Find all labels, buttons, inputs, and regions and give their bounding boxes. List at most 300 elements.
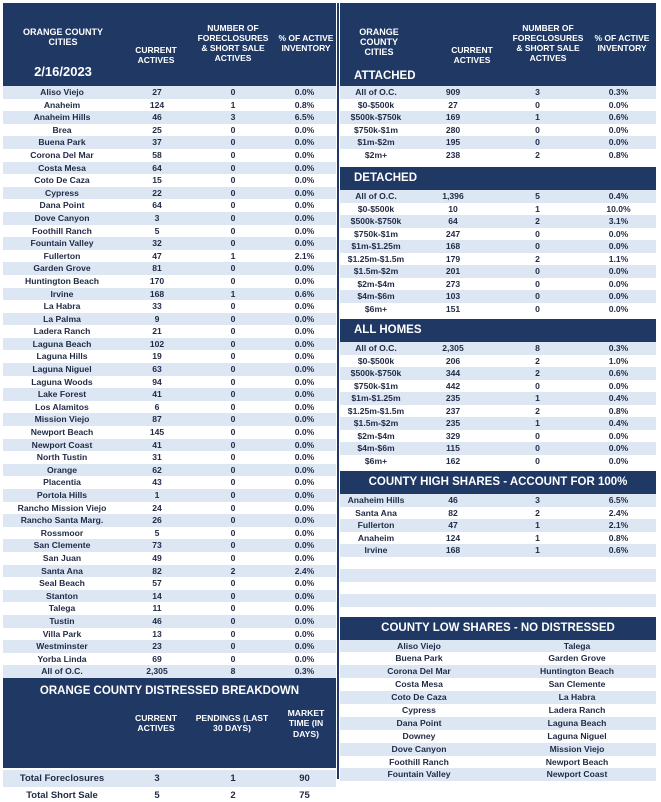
pct-inventory: 0.0% <box>294 87 315 97</box>
city-row <box>3 199 336 212</box>
pct-inventory: 0.0% <box>294 414 315 425</box>
city-row <box>3 628 336 641</box>
seg-col-pct: % OF ACTIVE INVENTORY <box>594 33 650 53</box>
breakdown-table <box>3 768 336 802</box>
city-row <box>3 275 336 288</box>
distressed-count: 2 <box>535 149 540 160</box>
city-row <box>3 413 336 426</box>
city-name: Cypress <box>45 187 79 198</box>
distressed-count: 0 <box>230 326 236 337</box>
city-name: Irvine <box>364 545 388 555</box>
distressed-count: 0 <box>230 313 236 324</box>
city-name: Fountain Valley <box>30 238 94 249</box>
city-row <box>3 124 336 137</box>
pct-inventory: 0.3% <box>608 87 629 97</box>
current-actives: 6 <box>154 401 160 412</box>
all-homes-row <box>340 380 656 393</box>
current-actives: 41 <box>152 389 162 400</box>
pct-inventory: 0.0% <box>294 490 315 500</box>
all-homes-row <box>340 392 656 405</box>
city-row <box>3 225 336 238</box>
low-share-row <box>340 640 656 653</box>
segment-name: $6m+ <box>364 455 388 466</box>
low-share-city-right: Newport Beach <box>545 756 609 767</box>
distressed-count: 0 <box>230 628 236 639</box>
pct-inventory: 0.6% <box>608 112 629 122</box>
pct-inventory: 0.0% <box>294 275 315 286</box>
current-actives: 82 <box>152 565 162 576</box>
high-shares-table <box>340 494 656 557</box>
low-share-city-left: Dove Canyon <box>391 743 447 754</box>
distressed-count: 0 <box>230 238 236 249</box>
current-actives: 57 <box>152 578 162 589</box>
low-share-row <box>340 756 656 769</box>
distressed-count: 0 <box>230 515 236 526</box>
distressed-count: 0 <box>230 552 236 563</box>
distressed-count: 0 <box>230 275 236 286</box>
current-actives: 442 <box>445 380 461 391</box>
current-actives: 170 <box>149 275 165 286</box>
segments-panel <box>340 3 656 781</box>
breakdown-title: ORANGE COUNTY DISTRESSED BREAKDOWN <box>39 684 300 697</box>
city-name: Laguna Woods <box>31 376 93 387</box>
breakdown-pendings: 1 <box>230 772 236 784</box>
distressed-count: 1 <box>535 418 540 428</box>
city-row <box>3 162 336 175</box>
low-share-row <box>340 678 656 691</box>
city-row <box>3 250 336 263</box>
attached-row <box>340 136 656 149</box>
city-row <box>3 111 336 124</box>
low-share-city-right: Newport Coast <box>546 769 608 780</box>
city-row <box>3 426 336 439</box>
current-actives: 32 <box>152 238 162 249</box>
city-row <box>3 237 336 250</box>
current-actives: 15 <box>152 175 162 186</box>
pct-inventory: 3.1% <box>608 216 629 226</box>
cities-header <box>3 3 336 86</box>
low-share-city-left: Downey <box>402 730 436 741</box>
all-homes-row <box>340 405 656 418</box>
distressed-count: 0 <box>230 641 236 652</box>
cities-panel <box>3 3 336 802</box>
current-actives: 1,396 <box>442 191 464 201</box>
distressed-count: 0 <box>535 137 540 147</box>
detached-row <box>340 228 656 241</box>
current-actives: 179 <box>445 253 461 264</box>
breakdown-label: Total Short Sale <box>26 789 98 801</box>
distressed-count: 0 <box>230 590 236 601</box>
low-share-city-right: Laguna Niguel <box>547 730 607 741</box>
distressed-count: 0 <box>230 540 236 551</box>
pct-inventory: 0.0% <box>608 278 629 289</box>
city-name: Anaheim <box>357 532 395 543</box>
pct-inventory: 0.8% <box>608 405 629 416</box>
distressed-count: 0 <box>230 175 236 186</box>
pct-inventory: 0.0% <box>294 477 315 488</box>
distressed-count: 0 <box>230 149 236 160</box>
distressed-count: 0 <box>230 351 236 362</box>
city-row <box>3 615 336 628</box>
pct-inventory: 0.0% <box>294 326 315 337</box>
low-share-city-left: Foothill Ranch <box>389 756 449 767</box>
pct-inventory: 0.0% <box>608 455 629 466</box>
distressed-count: 0 <box>535 455 540 466</box>
distressed-count: 0 <box>535 278 540 289</box>
current-actives: 46 <box>152 615 162 626</box>
current-actives: 64 <box>152 200 162 211</box>
all-homes-row <box>340 417 656 430</box>
breakdown-market-time: 90 <box>299 772 310 784</box>
distressed-count: 0 <box>535 303 540 314</box>
distressed-count: 0 <box>230 162 236 173</box>
current-actives: 168 <box>445 545 461 555</box>
current-actives: 124 <box>149 99 165 110</box>
distressed-count: 0 <box>230 124 236 135</box>
cities-table <box>3 86 336 678</box>
current-actives: 195 <box>445 137 461 147</box>
low-share-city-left: Costa Mesa <box>395 679 443 690</box>
city-name: Tustin <box>49 615 75 626</box>
distressed-count: 0 <box>230 301 236 312</box>
pct-inventory: 0.0% <box>608 124 629 135</box>
segment-name: $1m-$1.25m <box>351 393 401 403</box>
pct-inventory: 0.6% <box>294 288 315 299</box>
distressed-count: 0 <box>230 477 236 488</box>
current-actives: 235 <box>445 393 461 403</box>
distressed-count: 2 <box>535 507 540 518</box>
low-share-city-left: Cypress <box>402 704 436 715</box>
breakdown-label: Total Foreclosures <box>19 772 105 784</box>
pct-inventory: 0.0% <box>294 439 315 450</box>
current-actives: 22 <box>152 187 162 198</box>
pct-inventory: 0.4% <box>608 418 629 428</box>
pct-inventory: 0.0% <box>294 212 315 223</box>
attached-row <box>340 111 656 124</box>
pct-inventory: 0.0% <box>294 364 315 375</box>
segment-name: $1.25m-$1.5m <box>347 253 405 264</box>
city-row <box>3 653 336 666</box>
city-row <box>3 174 336 187</box>
distressed-count: 1 <box>230 250 236 261</box>
current-actives: 238 <box>445 149 461 160</box>
city-name: Mission Viejo <box>34 414 90 425</box>
segment-name: $1m-$1.25m <box>351 241 401 251</box>
breakdown-header <box>3 678 336 768</box>
city-row <box>3 401 336 414</box>
city-row <box>3 212 336 225</box>
city-row <box>3 476 336 489</box>
distressed-count: 0 <box>230 212 236 223</box>
city-name: Brea <box>52 124 72 135</box>
segment-name: $0-$500k <box>357 99 395 110</box>
bd-col-actives: CURRENT ACTIVES <box>134 712 177 734</box>
detached-row <box>340 265 656 278</box>
distressed-count: 1 <box>535 393 540 403</box>
city-row <box>3 640 336 653</box>
current-actives: 47 <box>152 250 162 261</box>
city-row <box>3 527 336 540</box>
seg-col-distressed: NUMBER OF FORECLOSURES & SHORT SALE ACTIVES <box>512 23 584 63</box>
city-name: North Tustin <box>36 452 88 463</box>
distressed-count: 8 <box>535 343 540 353</box>
current-actives: 82 <box>448 507 458 518</box>
pct-inventory: 0.0% <box>294 162 315 173</box>
distressed-count: 0 <box>230 338 236 349</box>
current-actives: 115 <box>446 443 460 453</box>
pct-inventory: 0.8% <box>294 99 315 110</box>
current-actives: 37 <box>152 137 162 148</box>
current-actives: 162 <box>445 455 461 466</box>
city-name: Anaheim Hills <box>33 112 91 123</box>
distressed-count: 0 <box>535 430 540 441</box>
distressed-count: 8 <box>230 666 236 677</box>
all-homes-row <box>340 342 656 355</box>
city-name: Costa Mesa <box>38 162 86 173</box>
current-actives: 206 <box>445 355 461 366</box>
all-homes-row <box>340 355 656 368</box>
segment-name: $750k-$1m <box>354 380 398 391</box>
distressed-count: 2 <box>230 565 236 576</box>
current-actives: 2,305 <box>146 666 168 677</box>
bd-col-pendings: PENDINGS (LAST 30 DAYS) <box>195 712 269 734</box>
low-share-city-right: Talega <box>563 640 591 651</box>
distressed-count: 0 <box>230 527 236 538</box>
city-row <box>3 149 336 162</box>
distressed-count: 0 <box>535 266 540 276</box>
distressed-count: 0 <box>230 87 236 97</box>
pct-inventory: 0.0% <box>294 603 315 614</box>
segment-name: $1.25m-$1.5m <box>347 405 405 416</box>
distressed-count: 1 <box>535 520 540 530</box>
current-actives: 5 <box>154 225 160 236</box>
current-actives: 9 <box>154 313 160 324</box>
attached-table <box>340 86 656 161</box>
low-share-city-right: Garden Grove <box>548 653 606 664</box>
distressed-count: 1 <box>230 99 236 110</box>
city-name: Villa Park <box>42 628 82 639</box>
pct-inventory: 0.0% <box>294 628 315 639</box>
city-name: Orange <box>46 464 78 475</box>
distressed-count: 0 <box>230 364 236 375</box>
pct-inventory: 0.0% <box>294 263 315 274</box>
pct-inventory: 1.1% <box>608 253 629 264</box>
low-share-row <box>340 730 656 743</box>
city-name: Fullerton <box>357 520 395 530</box>
segment-name: $750k-$1m <box>354 124 398 135</box>
high-share-row <box>340 494 656 507</box>
low-share-row <box>340 768 656 781</box>
bd-col-market-time: MARKET TIME (IN DAYS) <box>287 707 325 739</box>
current-actives: 64 <box>448 216 458 226</box>
distressed-count: 1 <box>535 545 540 555</box>
current-actives: 27 <box>152 87 162 97</box>
current-actives: 11 <box>152 603 162 614</box>
distressed-count: 0 <box>230 490 236 500</box>
low-share-row <box>340 691 656 704</box>
city-name: Fullerton <box>43 250 81 261</box>
distressed-count: 0 <box>535 99 540 110</box>
high-shares-title: COUNTY HIGH SHARES - ACCOUNT FOR 100% <box>340 471 656 494</box>
segment-name: All of O.C. <box>355 343 397 353</box>
pct-inventory: 2.4% <box>294 565 315 576</box>
city-row <box>3 325 336 338</box>
current-actives: 201 <box>445 266 461 276</box>
pct-inventory: 0.0% <box>294 338 315 349</box>
breakdown-market-time: 75 <box>299 789 310 801</box>
distressed-count: 0 <box>230 439 236 450</box>
detached-title: DETACHED <box>340 167 656 190</box>
pct-inventory: 0.0% <box>608 241 629 251</box>
pct-inventory: 0.8% <box>608 149 629 160</box>
distressed-count: 0 <box>535 380 540 391</box>
detached-row <box>340 253 656 266</box>
city-name: Aliso Viejo <box>40 87 84 97</box>
segment-name: $0-$500k <box>357 203 395 214</box>
distressed-count: 2 <box>535 405 540 416</box>
low-share-city-right: Laguna Beach <box>547 717 607 728</box>
city-row <box>3 665 336 678</box>
distressed-count: 0 <box>535 291 540 301</box>
pct-inventory: 0.0% <box>294 313 315 324</box>
segment-name: $4m-$6m <box>357 443 395 453</box>
current-actives: 273 <box>445 278 461 289</box>
distressed-count: 2 <box>535 216 540 226</box>
pct-inventory: 0.0% <box>608 266 629 276</box>
current-actives: 58 <box>152 149 162 160</box>
attached-title: ATTACHED <box>354 70 416 82</box>
city-name: Foothill Ranch <box>32 225 92 236</box>
low-share-city-right: Ladera Ranch <box>548 704 606 715</box>
low-shares-title: COUNTY LOW SHARES - NO DISTRESSED <box>340 617 656 640</box>
segment-name: $2m-$4m <box>357 430 395 441</box>
city-name: Rossmoor <box>40 527 84 538</box>
low-share-row <box>340 652 656 665</box>
distressed-count: 2 <box>535 368 540 378</box>
city-name: Newport Beach <box>30 427 94 438</box>
pct-inventory: 0.0% <box>608 291 629 301</box>
low-shares-table <box>340 640 656 782</box>
current-actives: 49 <box>152 552 162 563</box>
low-share-city-left: Aliso Viejo <box>397 640 441 651</box>
current-actives: 81 <box>152 263 162 274</box>
city-row <box>3 300 336 313</box>
pct-inventory: 2.1% <box>608 520 629 530</box>
city-row <box>3 451 336 464</box>
distressed-count: 3 <box>230 112 236 123</box>
pct-inventory: 2.1% <box>294 250 315 261</box>
pct-inventory: 0.0% <box>294 552 315 563</box>
pct-inventory: 0.0% <box>608 430 629 441</box>
distressed-count: 0 <box>230 401 236 412</box>
cities-title: ORANGE COUNTY CITIES <box>22 27 103 47</box>
city-name: Irvine <box>50 288 74 299</box>
pct-inventory: 0.0% <box>608 380 629 391</box>
city-name: La Palma <box>43 313 81 324</box>
current-actives: 280 <box>445 124 461 135</box>
low-share-city-left: Coto De Caza <box>391 692 447 703</box>
segment-name: $500k-$750k <box>350 112 402 122</box>
current-actives: 14 <box>152 590 162 601</box>
current-actives: 94 <box>152 376 162 387</box>
current-actives: 46 <box>448 495 458 505</box>
city-row <box>3 489 336 502</box>
city-row <box>3 602 336 615</box>
city-name: Santa Ana <box>355 507 397 518</box>
pct-inventory: 0.8% <box>608 532 629 543</box>
distressed-count: 3 <box>535 87 540 97</box>
city-row <box>3 565 336 578</box>
segment-name: All of O.C. <box>355 191 397 201</box>
city-name: Placentia <box>43 477 81 488</box>
breakdown-actives: 5 <box>154 789 160 801</box>
seg-col-actives: CURRENT ACTIVES <box>451 45 493 65</box>
pct-inventory: 0.0% <box>294 149 315 160</box>
current-actives: 43 <box>152 477 162 488</box>
city-name: Huntington Beach <box>25 275 99 286</box>
city-name: Rancho Santa Marg. <box>20 515 104 526</box>
city-row <box>3 363 336 376</box>
detached-row <box>340 215 656 228</box>
city-name: Dove Canyon <box>34 212 90 223</box>
low-share-row <box>340 717 656 730</box>
pct-inventory: 0.0% <box>294 401 315 412</box>
pct-inventory: 0.0% <box>294 351 315 362</box>
distressed-count: 3 <box>535 495 540 505</box>
pct-inventory: 0.0% <box>608 303 629 314</box>
segment-name: $2m+ <box>364 149 388 160</box>
distressed-count: 0 <box>230 200 236 211</box>
current-actives: 69 <box>152 653 162 664</box>
current-actives: 247 <box>445 228 461 239</box>
pct-inventory: 0.0% <box>294 578 315 589</box>
city-row <box>3 313 336 326</box>
distressed-count: 0 <box>230 263 236 274</box>
distressed-count: 2 <box>535 253 540 264</box>
city-name: Dana Point <box>39 200 85 211</box>
segment-name: $2m-$4m <box>357 278 395 289</box>
distressed-count: 1 <box>535 532 540 543</box>
low-share-row <box>340 665 656 678</box>
segments-title: ORANGE COUNTY CITIES <box>359 27 399 57</box>
current-actives: 909 <box>445 87 461 97</box>
attached-row <box>340 86 656 99</box>
attached-row <box>340 149 656 162</box>
city-row <box>3 288 336 301</box>
pct-inventory: 0.0% <box>608 137 629 147</box>
city-row <box>3 388 336 401</box>
distressed-count: 0 <box>230 137 236 148</box>
distressed-count: 0 <box>230 427 236 438</box>
all-homes-row <box>340 455 656 468</box>
city-row <box>3 262 336 275</box>
pct-inventory: 0.0% <box>294 225 315 236</box>
current-actives: 33 <box>152 301 162 312</box>
pct-inventory: 0.0% <box>294 427 315 438</box>
distressed-count: 0 <box>230 603 236 614</box>
distressed-count: 1 <box>230 288 236 299</box>
current-actives: 19 <box>152 351 162 362</box>
distressed-count: 0 <box>230 414 236 425</box>
current-actives: 103 <box>445 291 461 301</box>
breakdown-pendings: 2 <box>230 789 236 801</box>
distressed-count: 0 <box>230 376 236 387</box>
segments-header <box>340 3 656 86</box>
current-actives: 46 <box>152 112 162 123</box>
city-row <box>3 439 336 452</box>
current-actives: 2,305 <box>442 343 464 353</box>
segment-name: $4m-$6m <box>357 291 395 301</box>
